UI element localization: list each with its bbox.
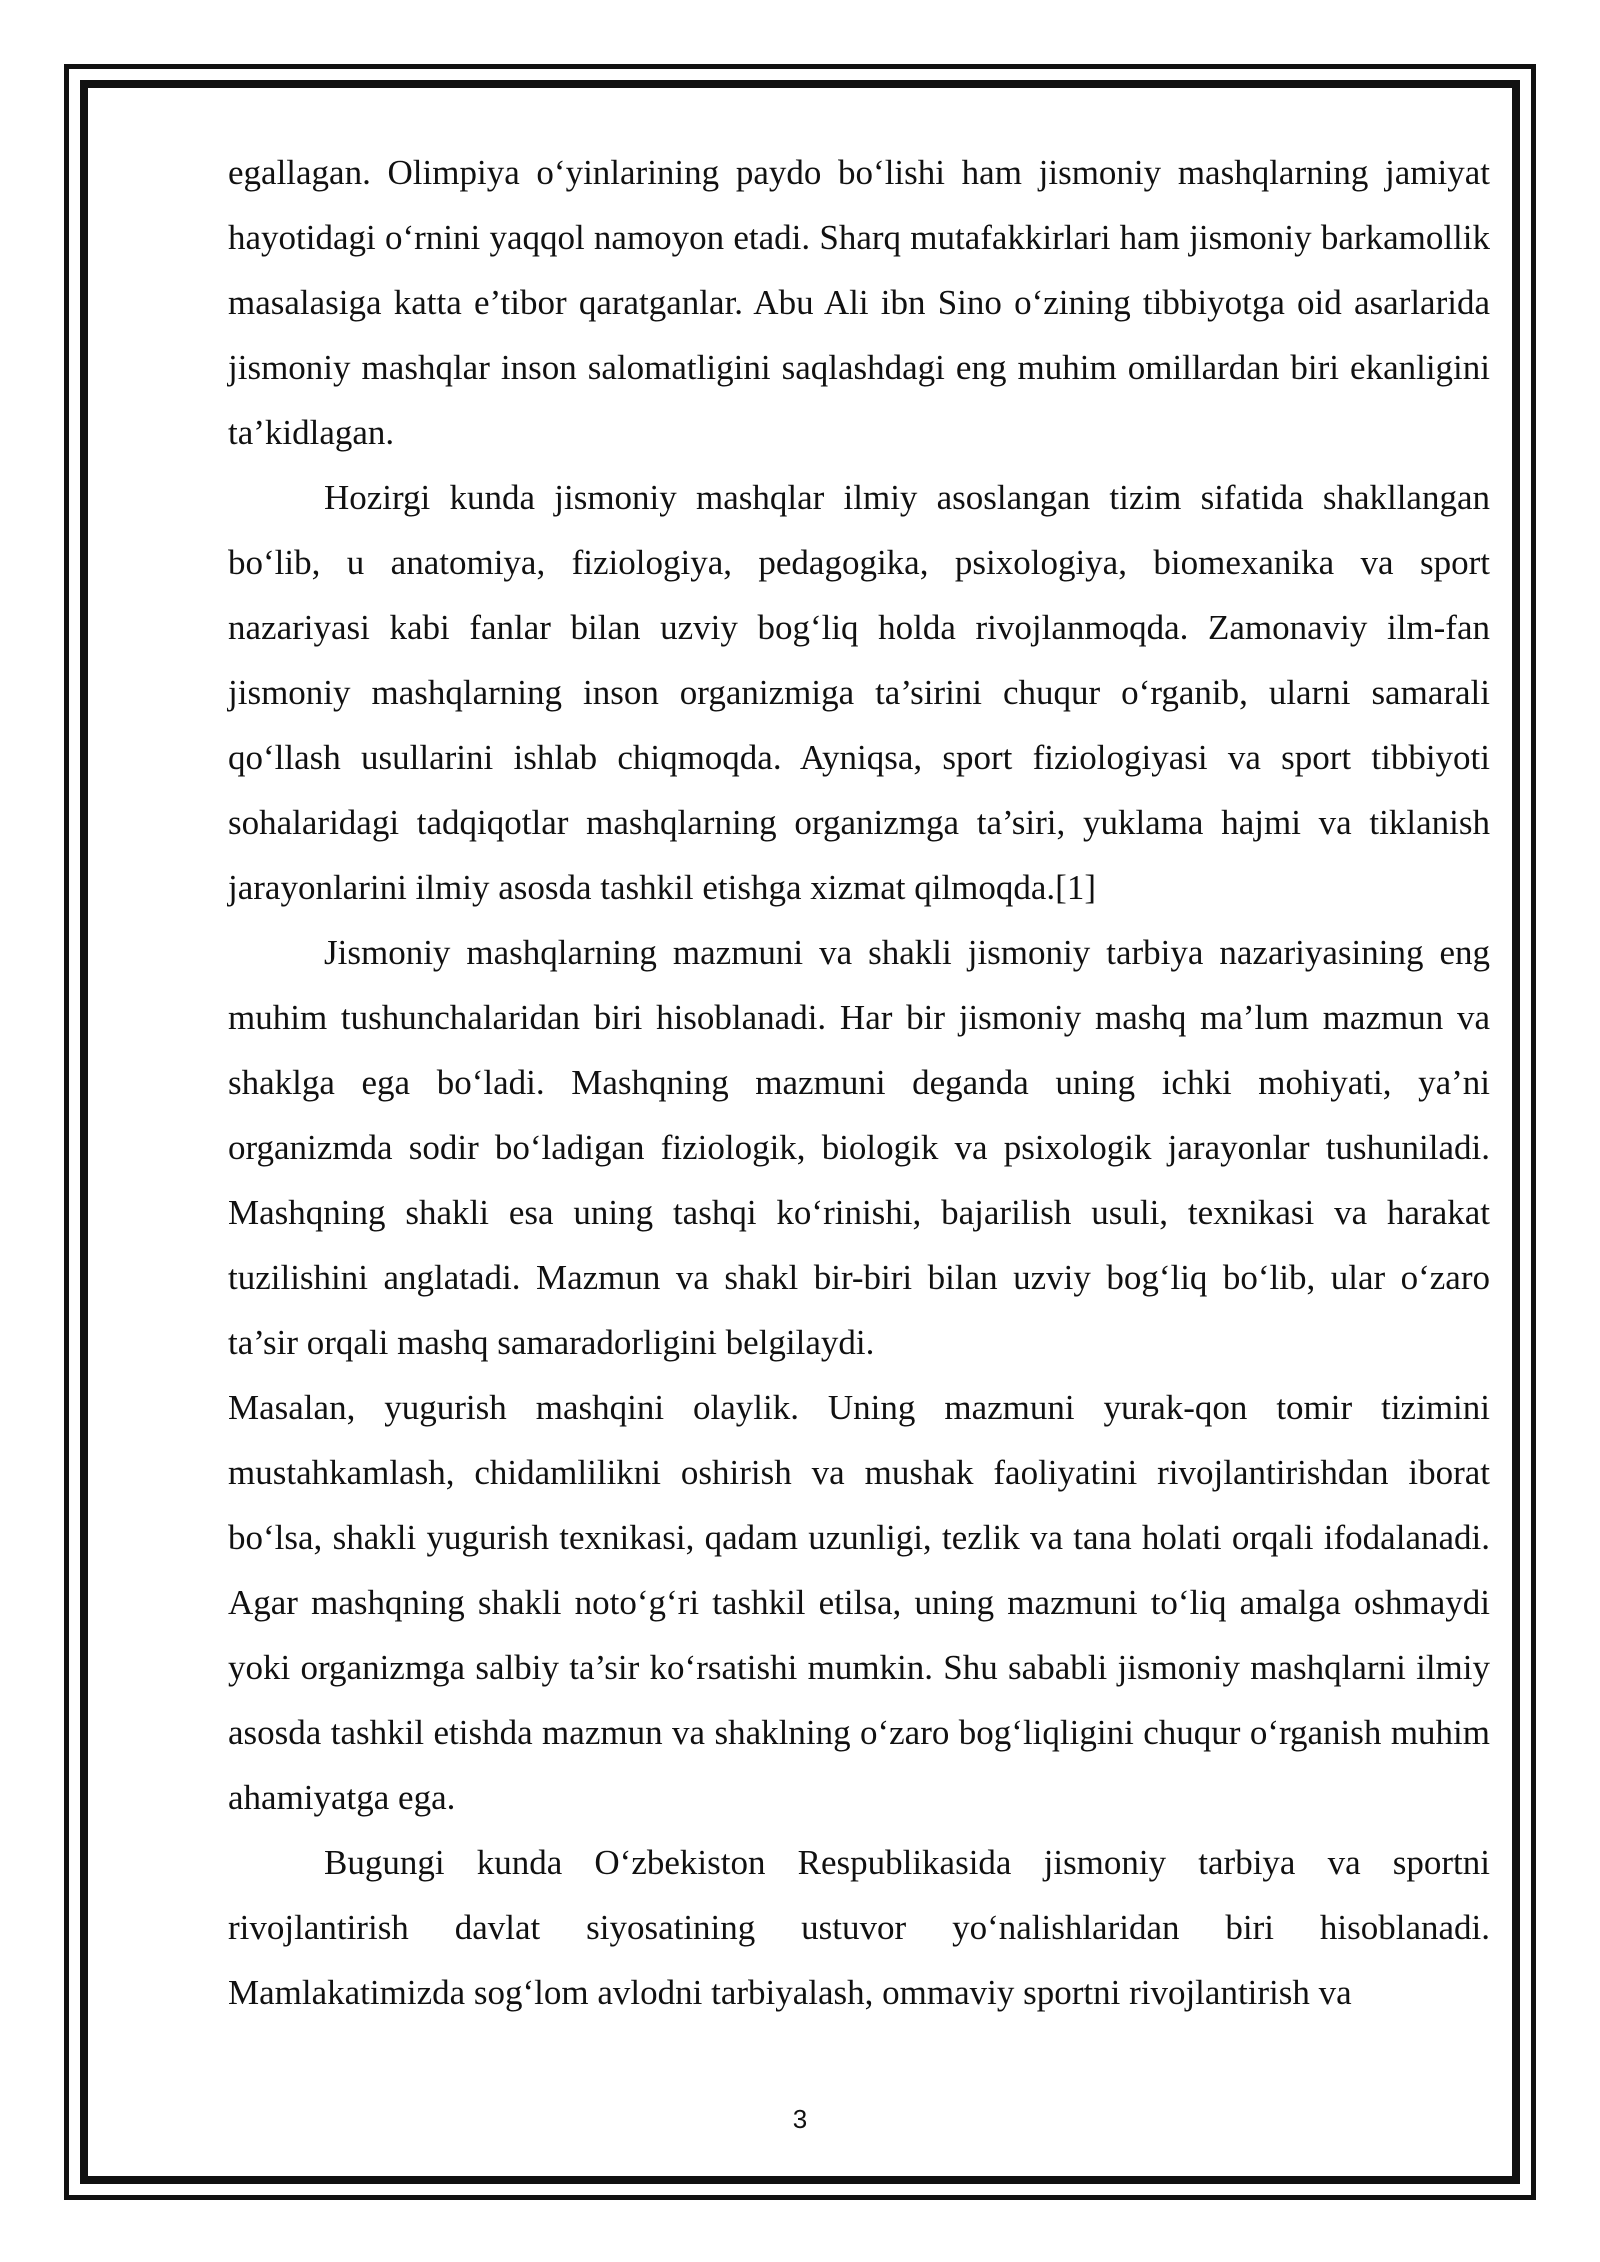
paragraph-5: Bugungi kunda O‘zbekiston Respublikasida jismoniy tarbiya va sportni rivojlantirish davlat siyosatining ustuvor yo‘nalishlaridan biri hisoblanadi. Mamlakatimizda sog‘lom avlodni tarbiyalash, ommaviy sportni rivojlantirish va [228,1843,1490,2012]
page-number: 3 [792,2104,808,2134]
paragraph-2: Hozirgi kunda jismoniy mashqlar ilmiy asoslangan tizim sifatida shakllangan bo‘lib, u anatomiya, fiziologiya, pedagogika, psixologiya, biomexanika va sport nazariyasi kabi fanlar bilan uzviy bog‘liq holda rivojlanmoqda. Zamonaviy ilm-fan jismoniy mashqlarning inson organizmiga ta’sirini chuqur o‘rganib, ularni samarali qo‘llash usullarini ishlab chiqmoqda. Ayniqsa, sport fiziologiyasi va sport tibbiyoti sohalaridagi tadqiqotlar mashqlarning organizmga ta’siri, yuklama hajmi va tiklanish jarayonlarini ilmiy asosda tashkil etishga xizmat qilmoqda.[1] [228,478,1490,907]
paragraph-1: egallagan. Olimpiya o‘yinlarining paydo bo‘lishi ham jismoniy mashqlarning jamiyat hayotidagi o‘rnini yaqqol namoyon etadi. Sharq mutafakkirlari ham jismoniy barkamollik masalasiga katta e’tibor qaratganlar. Abu Ali ibn Sino o‘zining tibbiyotga oid asarlarida jismoniy mashqlar inson salomatligini saqlashdagi eng muhim omillardan biri ekanligini ta’kidlagan. [228,153,1490,452]
paragraph-4: Masalan, yugurish mashqini olaylik. Uning mazmuni yurak-qon tomir tizimini mustahkamlash, chidamlilikni oshirish va mushak faoliyatini rivojlantirishdan iborat bo‘lsa, shakli yugurish texnikasi, qadam uzunligi, tezlik va tana holati orqali ifodalanadi. Agar mashqning shakli noto‘g‘ri tashkil etilsa, uning mazmuni to‘liq amalga oshmaydi yoki organizmga salbiy ta’sir ko‘rsatishi mumkin. Shu sababli jismoniy mashqlarni ilmiy asosda tashkil etishda mazmun va shaklning o‘zaro bog‘liqligini chuqur o‘rganish muhim ahamiyatga ega. [228,1388,1490,1817]
paragraph-3: Jismoniy mashqlarning mazmuni va shakli jismoniy tarbiya nazariyasining eng muhim tushunchalaridan biri hisoblanadi. Har bir jismoniy mashq ma’lum mazmun va shaklga ega bo‘ladi. Mashqning mazmuni deganda uning ichki mohiyati, ya’ni organizmda sodir bo‘ladigan fiziologik, biologik va psixologik jarayonlar tushuniladi. Mashqning shakli esa uning tashqi ko‘rinishi, bajarilish usuli, texnikasi va harakat tuzilishini anglatadi. Mazmun va shakl bir-biri bilan uzviy bog‘liq bo‘lib, ular o‘zaro ta’sir orqali mashq samaradorligini belgilaydi. [228,933,1490,1362]
document-body [228,140,1490,2025]
